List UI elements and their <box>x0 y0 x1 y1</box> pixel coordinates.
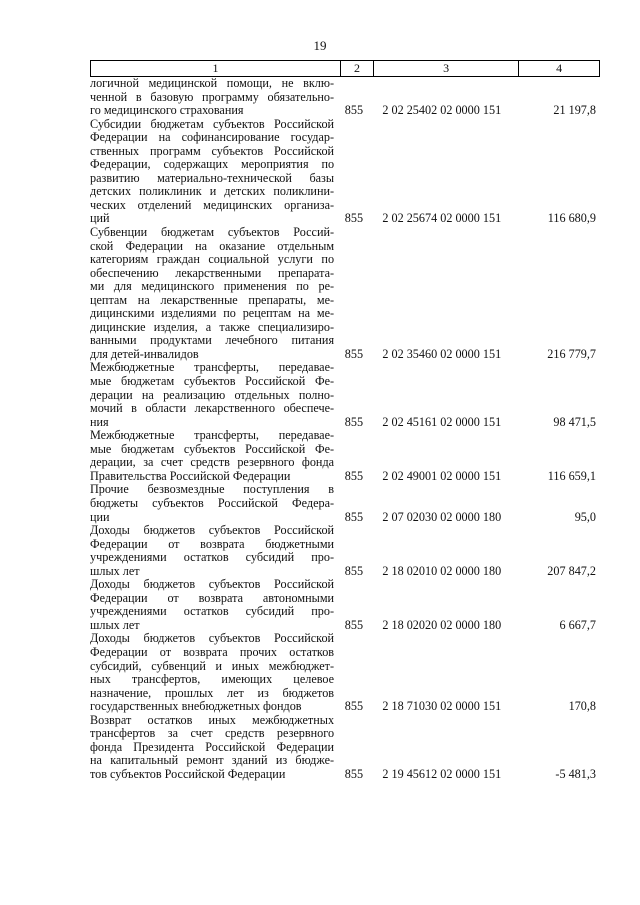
description-line: ции <box>90 509 110 524</box>
table-row <box>90 429 600 483</box>
budget-classification-code: 2 07 02030 02 0000 180 <box>382 509 502 524</box>
admin-code: 855 <box>344 346 364 361</box>
amount: 98 471,5 <box>553 414 597 429</box>
table-header <box>90 60 600 77</box>
description-line: ственных программ субъектов Российской <box>90 143 335 158</box>
description-line: ской Федерации на оказание отдельным <box>90 238 335 253</box>
table-row <box>90 77 600 118</box>
description-line: ми для медицинского применения по ре- <box>90 279 335 294</box>
description-line: цептам на лекарственные препараты, ме- <box>90 292 335 307</box>
description-line: Доходы бюджетов субъектов Российской <box>90 631 335 646</box>
description-line: дицинские изделия, а также специализиро- <box>90 319 335 334</box>
description-line: ных трансфертов, имеющих целевое <box>90 672 335 687</box>
description-line: Межбюджетные трансферты, передавае- <box>90 360 335 375</box>
budget-classification-code: 2 02 45161 02 0000 151 <box>382 414 502 429</box>
description-line: логичной медицинской помощи, не вклю- <box>90 76 335 90</box>
description-line: учреждениями остатков субсидий про- <box>90 550 335 565</box>
description-line: мые бюджетам субъектов Российской Фе- <box>90 441 335 456</box>
column-header-3: 3 <box>374 61 519 76</box>
description-line: обеспечению лекарственными препарата- <box>90 265 335 280</box>
description-line: трансфертов за счет средств резервного <box>90 726 335 741</box>
description-line: дицинскими изделиями по рецептам на ме- <box>90 306 335 321</box>
row-description <box>90 77 338 118</box>
description-line: Федерации от возврата автономными <box>90 590 335 605</box>
description-line: ванными продуктами лечебного питания <box>90 333 335 348</box>
amount: 116 680,9 <box>547 211 597 226</box>
description-line: ния <box>90 414 109 429</box>
admin-code: 855 <box>344 211 364 226</box>
row-description <box>90 118 338 226</box>
budget-classification-code: 2 18 02010 02 0000 180 <box>382 563 502 578</box>
description-line: Прочие безвозмездные поступления в <box>90 482 335 497</box>
admin-code: 855 <box>344 103 364 118</box>
table-row <box>90 226 600 361</box>
row-description <box>90 524 338 578</box>
description-line: субсидий, субвенций и иных межбюджет- <box>90 658 335 673</box>
description-line: учреждениями остатков субсидий про- <box>90 604 335 619</box>
description-line: Федерации от возврата прочих остатков <box>90 644 335 659</box>
table-row <box>90 632 600 713</box>
description-line: Доходы бюджетов субъектов Российской <box>90 523 335 538</box>
description-line: развитию материально-технической базы <box>90 170 335 185</box>
table-row <box>90 524 600 578</box>
table-row <box>90 118 600 226</box>
amount: 95,0 <box>574 509 597 524</box>
budget-classification-code: 2 02 25402 02 0000 151 <box>382 103 502 118</box>
description-line: дерации, за счет средств резервного фонда <box>90 455 335 470</box>
row-description <box>90 632 338 713</box>
description-line: Субсидии бюджетам субъектов Российской <box>90 116 335 131</box>
amount: 116 659,1 <box>547 468 597 483</box>
amount: 21 197,8 <box>553 103 597 118</box>
admin-code: 855 <box>344 766 364 781</box>
budget-classification-code: 2 02 49001 02 0000 151 <box>382 468 502 483</box>
description-line: фонда Президента Российской Федерации <box>90 739 335 754</box>
budget-classification-code: 2 19 45612 02 0000 151 <box>382 766 502 781</box>
description-line: на капитальный ремонт зданий из бюдже- <box>90 753 335 768</box>
table-row <box>90 714 600 782</box>
description-line: тов субъектов Российской Федерации <box>90 766 286 781</box>
page-number: 19 <box>313 38 327 53</box>
description-line: Федерации, содержащих мероприятия по <box>90 157 335 172</box>
row-description <box>90 429 338 483</box>
budget-classification-code: 2 02 35460 02 0000 151 <box>382 346 502 361</box>
column-header-1: 1 <box>91 61 341 76</box>
description-line: шлых лет <box>90 563 140 578</box>
budget-classification-code: 2 18 71030 02 0000 151 <box>382 699 502 714</box>
row-description <box>90 361 338 429</box>
row-description <box>90 226 338 361</box>
amount: 207 847,2 <box>547 563 597 578</box>
description-line: Федерации на софинансирование государ- <box>90 130 335 145</box>
admin-code: 855 <box>344 509 364 524</box>
description-line: мочий в области лекарственного обеспече- <box>90 401 335 416</box>
description-line: детских поликлиник и детских поликлини- <box>90 184 335 199</box>
admin-code: 855 <box>344 414 364 429</box>
amount: 6 667,7 <box>559 617 597 632</box>
table-body <box>90 77 600 781</box>
table-row <box>90 578 600 632</box>
budget-classification-code: 2 18 02020 02 0000 180 <box>382 617 502 632</box>
amount: -5 481,3 <box>555 766 597 781</box>
amount: 216 779,7 <box>547 346 597 361</box>
table-row <box>90 361 600 429</box>
column-header-2: 2 <box>341 61 374 76</box>
budget-classification-code: 2 02 25674 02 0000 151 <box>382 211 502 226</box>
admin-code: 855 <box>344 617 364 632</box>
description-line: Федерации от возврата бюджетными <box>90 536 335 551</box>
description-line: Возврат остатков иных межбюджетных <box>90 712 335 727</box>
description-line: дерации на реализацию отдельных полно- <box>90 387 335 402</box>
row-description <box>90 483 338 524</box>
amount: 170,8 <box>568 699 597 714</box>
description-line: Субвенции бюджетам субъектов Россий- <box>90 225 335 240</box>
table-row <box>90 483 600 524</box>
admin-code: 855 <box>344 699 364 714</box>
admin-code: 855 <box>344 468 364 483</box>
admin-code: 855 <box>344 563 364 578</box>
description-line: Межбюджетные трансферты, передавае- <box>90 428 335 443</box>
description-line: шлых лет <box>90 617 140 632</box>
description-line: ченной в базовую программу обязательно- <box>90 89 335 104</box>
column-header-4: 4 <box>556 61 563 75</box>
description-line: Правительства Российской Федерации <box>90 468 291 483</box>
description-line: бюджеты субъектов Российской Федера- <box>90 495 335 510</box>
description-line: мые бюджетам субъектов Российской Фе- <box>90 374 335 389</box>
description-line: государственных внебюджетных фондов <box>90 699 302 714</box>
description-line: категориям граждан социальной услуги по <box>90 252 335 267</box>
description-line: назначение, прошлых лет из бюджетов <box>90 685 335 700</box>
row-description <box>90 714 338 782</box>
description-line: Доходы бюджетов субъектов Российской <box>90 577 335 592</box>
description-line: для детей-инвалидов <box>90 346 199 361</box>
description-line: го медицинского страхования <box>90 103 244 118</box>
description-line: ческих отделений медицинских организа- <box>90 197 335 212</box>
row-description <box>90 578 338 632</box>
description-line: ций <box>90 211 110 226</box>
